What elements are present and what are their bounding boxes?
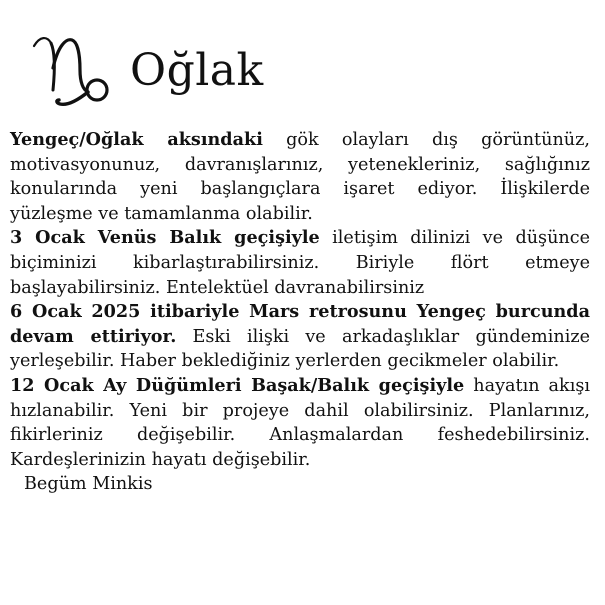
paragraph-axis <box>10 128 590 226</box>
capricorn-sign-icon <box>30 30 120 112</box>
paragraph-nodes <box>10 374 590 472</box>
paragraph-venus-highlight: 3 Ocak Venüs Balık geçişiyle <box>10 227 320 249</box>
paragraph-venus-text: iletişim dilinizi ve düşünce biçiminizi kibarlaştırabilirsiniz. Biriyle flört etmeye başlayabilirsiniz. Entelektüel davranabilirsiniz <box>10 228 590 298</box>
author-signature: Begüm Minkis <box>24 474 153 495</box>
paragraph-nodes-highlight: 12 Ocak Ay Düğümleri Başak/Balık geçişiyle <box>10 374 465 396</box>
paragraph-mars <box>10 300 590 374</box>
paragraph-mars-text: Eski ilişki ve arkadaşlıklar gündeminize yerleşebilir. Haber beklediğiniz yerlerden gecikmeler olabilir. <box>10 326 590 372</box>
paragraph-nodes-text: hayatın akışı hızlanabilir. Yeni bir projeye dahil olabilirsiniz. Planlarınız, fikirleriniz değişebilir. Anlaşmalardan feshedebilirsiniz. Kardeşlerinizin hayatı değişebilir. <box>10 375 590 470</box>
paragraph-axis-text: gök olayları dış görüntünüz, motivasyonunuz, davranışlarınız, yetenekleriniz, sağlığınız konularında yeni başlangıçlara işaret ediyor. İlişkilerde yüzleşme ve tamamlanma olabilir. <box>10 130 590 224</box>
paragraph-axis-highlight: Yengeç/Oğlak aksındaki <box>10 129 263 150</box>
header <box>30 26 264 116</box>
paragraph-mars-highlight: 6 Ocak 2025 itibariyle Mars retrosunu Yengeç burcunda devam ettiriyor. <box>10 301 590 347</box>
horoscope-body <box>10 128 590 497</box>
paragraph-venus <box>10 226 590 300</box>
page-title: Oğlak <box>130 45 264 96</box>
